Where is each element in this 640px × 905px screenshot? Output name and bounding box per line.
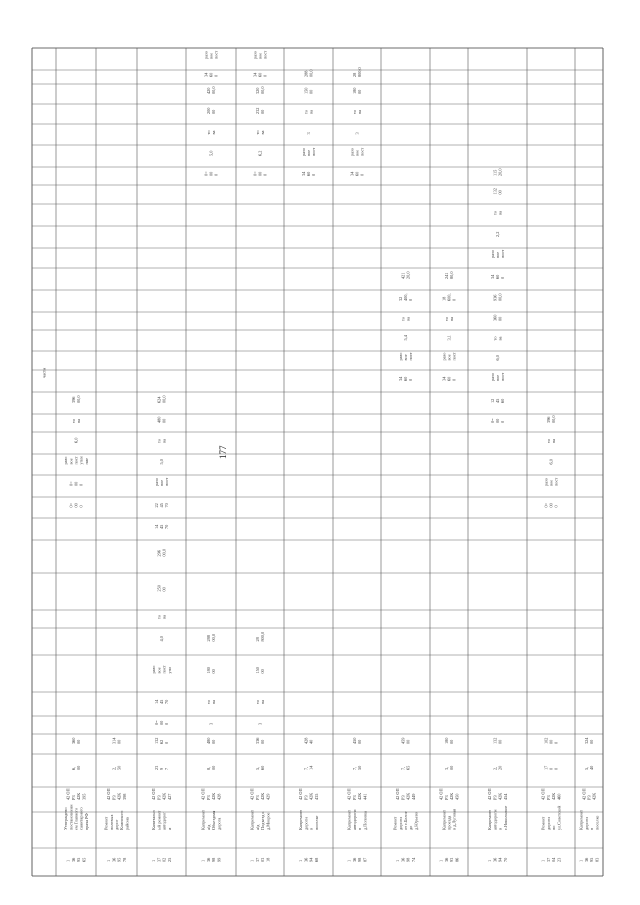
row-value: 124560	[489, 398, 506, 403]
row-id: 1370225	[151, 857, 172, 862]
row-value: 3	[306, 132, 311, 135]
row-length: 7,65	[400, 765, 411, 770]
row-value: това	[156, 615, 167, 619]
row-value: 0=000	[68, 481, 84, 486]
row-name: Капремонтпроездав д.Луговая	[441, 809, 457, 830]
row-value: 24180,0	[443, 271, 455, 279]
row-value: 18000	[205, 667, 217, 674]
row-value: 42120,0	[400, 271, 411, 279]
row-value: 144570	[153, 699, 170, 704]
row-value: рaзовоепоcт	[300, 147, 317, 156]
row-value: 6,0	[548, 459, 554, 465]
row-value: 13200	[492, 188, 503, 195]
row-name: Утвержденопостановлением Главногосанитарноговрача РФ	[63, 804, 89, 830]
row-area: 42840	[303, 737, 314, 744]
row-value: рaзовоепоcт	[153, 477, 170, 486]
row-id: 1370423	[540, 857, 562, 862]
row-id: 1369565	[65, 857, 87, 862]
row-id: 1369887	[346, 857, 368, 862]
header-label: части	[41, 367, 47, 378]
row-value: рaзовоепоcтупл	[151, 665, 172, 674]
row-value: 23200	[254, 107, 266, 114]
row-length: 7,50	[351, 765, 363, 770]
row-value: това	[351, 110, 363, 114]
row-value: 28800,0	[351, 67, 363, 77]
row-value: 0=000	[203, 171, 219, 176]
row-value: това	[492, 211, 503, 215]
row-area: 45900	[400, 737, 411, 744]
row-id: 1369874	[395, 857, 416, 862]
row-value: рaзовоепоcтупление	[63, 456, 89, 465]
row-value: 32000,0	[254, 86, 266, 94]
row-length: 2397	[153, 765, 170, 770]
row-area: 45000	[351, 737, 363, 744]
row-value: рaзовоепоcт	[441, 352, 457, 361]
row-value: 5,0	[159, 459, 164, 465]
row-code: 42 ОПРЗ42К450	[438, 788, 460, 800]
row-code: 42 ОПРЗ42К429	[249, 788, 271, 800]
row-length: 6,00	[70, 765, 82, 770]
row-value: рaзовоепоcт	[252, 50, 268, 59]
row-value: това	[303, 110, 314, 114]
row-name: Капитальный ремонтавтодороги	[151, 810, 172, 830]
row-value: рaзовоепоcт	[397, 352, 414, 361]
row-value: това	[545, 439, 557, 443]
row-code: 42 ОПРЗ42К395	[65, 788, 87, 800]
row-area: 32400	[583, 737, 595, 744]
row-code: 42 ОПРЗ42К435	[298, 788, 319, 800]
row-name: Ремонтдорогиот с.Белоедод.Юрьево	[392, 811, 419, 830]
row-value: това	[156, 439, 167, 443]
row-length: 7,14	[303, 765, 314, 770]
row-value: 224570	[153, 503, 170, 508]
row-length: 5,60	[254, 765, 266, 770]
row-code: 42 ОПРЗ42К398	[106, 788, 127, 800]
row-name: Капремонта/дОбъезднаядорога	[200, 809, 222, 830]
row-name: Капремонтавтодорогивд.Поповка	[346, 809, 368, 830]
row-value: това	[443, 317, 455, 321]
row-value: това	[254, 700, 266, 704]
row-value: 5,0	[208, 150, 214, 156]
row-value: 32400,0	[397, 293, 414, 301]
row-value: 34600	[252, 72, 268, 77]
row-value: 34600	[489, 274, 506, 279]
row-value: 3,1	[446, 335, 452, 341]
row-code: 42 ОПРЗ42К449	[395, 788, 416, 800]
row-value: това	[205, 130, 217, 135]
row-value: 15000	[303, 87, 314, 94]
row-area: 48000	[205, 737, 217, 744]
row-length: 2,20	[492, 765, 503, 770]
row-code: 42 ОПРЗ42К460	[540, 788, 562, 800]
row-area: 102000	[543, 737, 559, 744]
row-value: това	[492, 336, 503, 341]
row-code: 42 ОПРЗ42К428	[200, 788, 222, 800]
row-id: 1369468	[298, 857, 319, 862]
row-id: 1369470	[487, 857, 508, 862]
row-value: рaзовоепоcт	[543, 477, 559, 486]
row-id: 1369386	[438, 857, 460, 862]
row-length: 5,40	[583, 765, 595, 770]
row-name: Капремонта/дПодъезд кд.Мокрое	[249, 809, 271, 830]
row-value: 6,0	[495, 355, 500, 361]
row-value: 4,0	[159, 636, 164, 642]
row-value: 18000	[351, 87, 363, 94]
row-area: 13200	[492, 737, 503, 744]
row-value: 2,2	[495, 231, 500, 237]
row-value: 0=000	[489, 418, 506, 423]
row-area: 132620	[153, 737, 170, 744]
row-value: 144570	[153, 524, 170, 529]
row-value: това	[70, 419, 82, 423]
row-value: 11520,0	[492, 168, 503, 176]
row-length: 1700	[543, 765, 559, 770]
row-length: 8,00	[205, 765, 217, 770]
row-code: 42 ОПРЗ42К441	[346, 788, 368, 800]
row-value: 3	[257, 722, 263, 725]
row-value: 18600,0	[441, 293, 457, 301]
row-id: 1369899	[200, 857, 222, 862]
row-name: РемонтполевыхдорогКлинскогорайона	[103, 810, 130, 830]
row-value: 34600	[441, 376, 457, 381]
row-value: 3	[208, 722, 214, 725]
row-value: 36000	[492, 314, 503, 321]
row-name: Ремонтдорогипоул.Советской	[540, 805, 562, 830]
row-value: рaзовоепоcт	[489, 372, 506, 381]
row-value: 0=000	[68, 502, 84, 508]
row-value: 48000	[156, 416, 167, 423]
row-id: 1370318	[249, 857, 271, 862]
row-value: 39600,0	[70, 395, 82, 403]
row-value: това	[400, 317, 411, 321]
row-area: 33600	[254, 737, 266, 744]
row-value: 34600	[203, 72, 219, 77]
row-value: рaзовоепоcт	[203, 50, 219, 59]
row-value: 42000,0	[205, 86, 217, 94]
row-value: 34600	[349, 171, 365, 176]
row-area: 31400	[111, 737, 122, 744]
row-length: 2,50	[111, 765, 122, 770]
row-id: 1369583	[578, 857, 600, 862]
row-value: това	[205, 700, 217, 704]
row-value: 28800,0	[303, 69, 314, 77]
row-value: рaзовоепоcт	[489, 249, 506, 258]
row-value: това	[254, 130, 266, 135]
row-value: 28800,0	[254, 631, 266, 642]
row-value: 34600	[300, 171, 317, 176]
row-length: 3,00	[443, 765, 455, 770]
row-value: 28800,0	[205, 633, 217, 642]
row-id: 1369578	[106, 857, 127, 862]
row-area: 18000	[443, 737, 455, 744]
row-value: 29600,0	[156, 548, 167, 557]
row-area: 36000	[70, 737, 82, 744]
row-value: 3	[354, 132, 360, 135]
row-value: 15000	[254, 667, 266, 674]
row-value: 0=000	[543, 502, 559, 508]
row-value: 6,0	[73, 437, 79, 443]
row-code: 42 ОПРЗ42К	[581, 788, 597, 800]
row-value: рaзовоепоcт	[349, 147, 365, 156]
row-code: 42 ОПРЗ42К427	[151, 788, 172, 800]
page-number: 177	[218, 445, 228, 459]
row-name: Капремонтдорогивпоселке	[298, 809, 319, 830]
row-name: Капремонтдорогивпоселке	[578, 809, 600, 830]
row-value: 34600	[397, 376, 414, 381]
row-value: 5,4	[403, 335, 408, 341]
row-value: 20000	[205, 107, 217, 114]
row-value: 93600,0	[492, 293, 503, 301]
row-code: 42 ОПРЗ42К454	[487, 788, 508, 800]
row-value: 0=000	[252, 171, 268, 176]
row-value: 6,2	[257, 150, 263, 156]
row-value: 25000	[156, 585, 167, 592]
row-value: 0=000	[153, 720, 170, 725]
row-name: Капремонтавтодорогивс.Никольское	[487, 805, 508, 830]
row-value: 62400,0	[156, 395, 167, 403]
row-value: 39600,0	[545, 415, 557, 423]
